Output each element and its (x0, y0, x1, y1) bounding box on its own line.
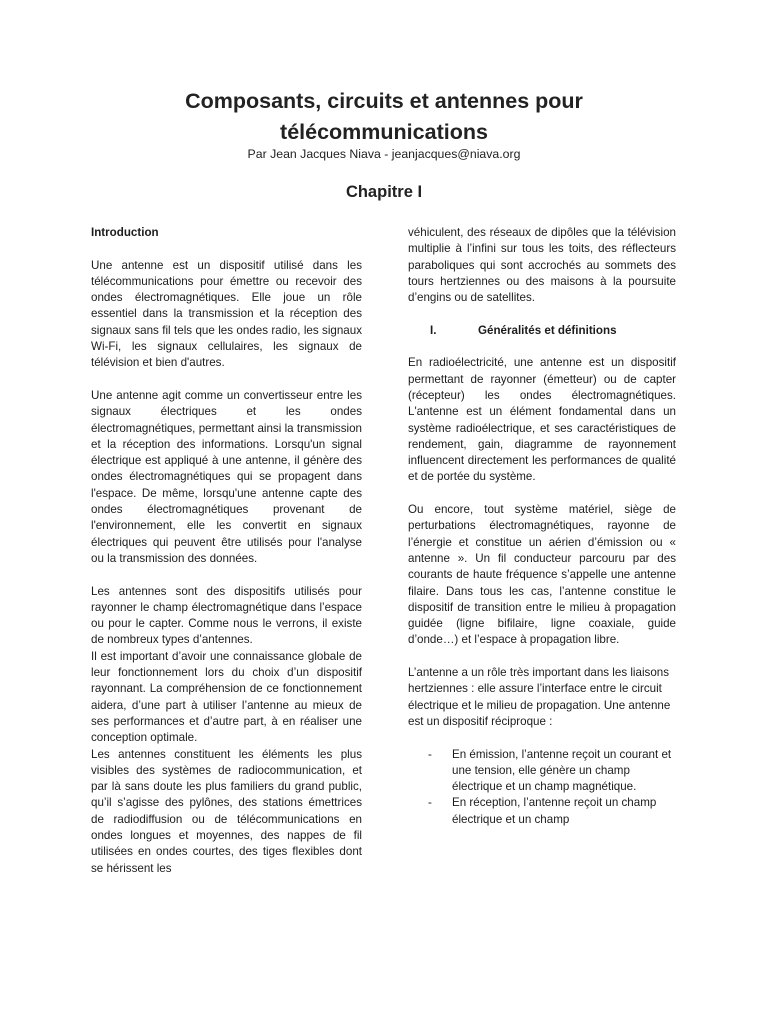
right-column (408, 225, 676, 828)
list-item-text: En réception, l’antenne reçoit un champ électrique et un champ (452, 796, 657, 826)
paragraph: Une antenne est un dispositif utilisé dans les télécommunications pour émettre ou recevoir des ondes électromagnétiques. Elle joue un rôle essentiel dans la transmission et la réception des signaux sans fil tels que les ondes radio, les signaux Wi-Fi, les signaux cellulaires, les signaux de télévision et bien d'autres. (91, 258, 362, 370)
section-number: I. (430, 323, 437, 337)
introduction-heading: Introduction (91, 226, 159, 239)
paragraph: Les antennes constituent les éléments les plus visibles des systèmes de radiocommunication, et par là sans doute les plus familiers du grand public, qu’il s’agisse des pylônes, des stations émettrices de radiodiffusion ou de télécommunications en ondes longues et moyennes, des nappes de fil utilisées en ondes courtes, des tiges flexibles dont se hérissent les (91, 747, 362, 875)
section-heading (408, 323, 676, 339)
paragraph: Il est important d’avoir une connaissance globale de leur fonctionnement lors du choix d’un dispositif rayonnant. La compréhension de ce fonctionnement aidera, d’une part à utiliser l’antenne au mieux de ses performances et d’autre part, à en réaliser une conception optimale. (91, 649, 362, 745)
bullet-list (408, 747, 676, 828)
paragraph: L’antenne a un rôle très important dans les liaisons hertziennes : elle assure l’interface entre le circuit électrique et le milieu de propagation. Une antenne est un dispositif réciproque : (408, 666, 671, 728)
continuation-paragraph: véhiculent, des réseaux de dipôles que la télévision multiplie à l’infini sur tous les toits, des réflecteurs paraboliques qui sont accrochés au sommets des tours hertziennes ou des maisons à la poursuite d’engins ou de satellites. (408, 226, 676, 305)
paragraph: En radioélectricité, une antenne est un dispositif permettant de rayonner (émetteur) ou de capter (récepteur) les ondes électromagnétiques. L'antenne est un élément fondamental dans un système radioélectrique, et ses caractéristiques de rendement, gain, diagramme de rayonnement influencent directement les performances de qualité et de portée du système. (408, 356, 676, 484)
paragraph: Une antenne agit comme un convertisseur entre les signaux électriques et les ondes électromagnétiques, permettant ainsi la transmission et la réception des informations. Lorsqu'un signal électrique est appliqué à une antenne, il génère des ondes électromagnétiques qui se propagent dans l'espace. De même, lorsqu'une antenne capte des ondes électromagnétiques provenant de l'environnement, elle les convertit en signaux électriques qui peuvent être utilisés pour l'analyse ou la transmission des données. (91, 388, 362, 565)
list-item-text: En émission, l’antenne reçoit un courant et une tension, elle génère un champ électrique et un champ magnétique. (452, 747, 672, 794)
paragraph: Les antennes sont des dispositifs utilisés pour rayonner le champ électromagnétique dans l’espace ou pour le capter. Comme nous le verrons, il existe de nombreux types d’antennes. (91, 584, 362, 647)
section-title: Généralités et définitions (478, 323, 617, 337)
paragraph: Ou encore, tout système matériel, siège de perturbations électromagnétiques, rayonne de l’énergie et constitue un aérien d’émission ou « antenne ». Un fil conducteur parcouru par des courants de haute fréquence s’appelle une antenne filaire. Dans tous les cas, l’antenne constitue le dispositif de transition entre le milieu à propagation guidée (ligne bifilaire, ligne coaxiale, guide d’onde…) et l’espace à propagation libre. (408, 503, 676, 647)
title-line-2: télécommunications (280, 120, 488, 144)
list-item (408, 747, 676, 796)
bullet-dash: - (428, 796, 432, 810)
left-column (91, 225, 362, 877)
document-title (60, 86, 708, 148)
chapter-heading: Chapitre I (345, 183, 423, 201)
bullet-dash: - (428, 747, 432, 761)
list-item (408, 795, 676, 828)
author-byline: Par Jean Jacques Niava - jeanjacques@niava.org (247, 147, 521, 161)
title-line-1: Composants, circuits et antennes pour (185, 89, 583, 113)
